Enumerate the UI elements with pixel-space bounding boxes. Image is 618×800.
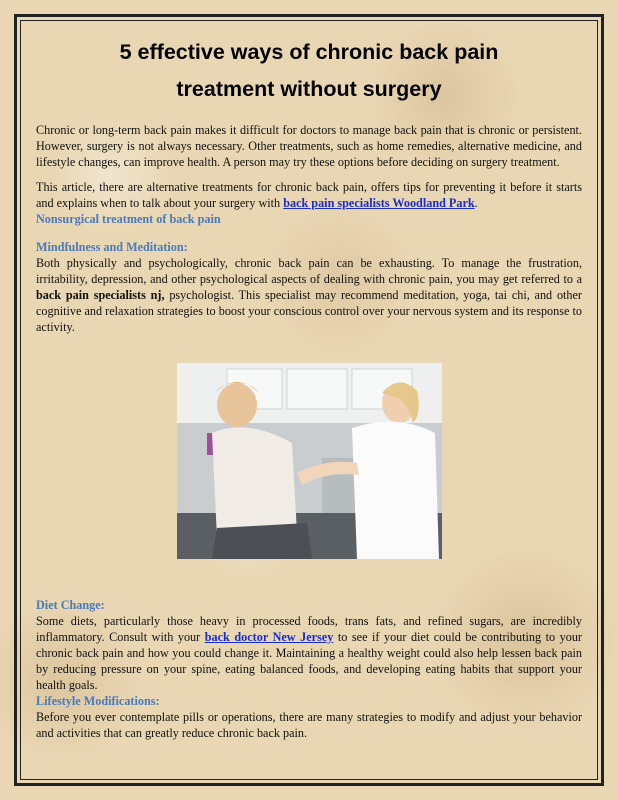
back-doctor-nj-link[interactable]: back doctor New Jersey xyxy=(204,630,334,644)
lifestyle-heading: Lifestyle Modifications: xyxy=(36,694,160,708)
page-title xyxy=(36,34,582,108)
diet-text-before: Some diets, particularly those heavy in processed foods, trans fats, and refined sugars, are incredibly inflammatory. Consult with your xyxy=(36,614,582,644)
lifestyle-paragraph: Before you ever contemplate pills or operations, there are many strategies to modify and adjust your behavior and activities that can greatly reduce chronic back pain. xyxy=(36,710,582,740)
doctor-patient-photo xyxy=(177,363,442,559)
specialists-nj-bold: back pain specialists nj, xyxy=(36,288,165,302)
title-line-2: treatment without surgery xyxy=(176,77,442,101)
mindfulness-paragraph xyxy=(36,255,582,335)
diet-text-after: to see if your diet could be contributing to your chronic back pain and how you could change it. Maintaining a healthy weight could also help lessen back pain by reducing pressure on your spine, eating balanced foods, and developing eating habits that support your health goals. xyxy=(36,630,582,692)
woodland-park-link[interactable]: back pain specialists Woodland Park xyxy=(283,196,475,210)
photo-illustration xyxy=(177,363,442,559)
mindfulness-heading: Mindfulness and Meditation: xyxy=(36,240,188,254)
article-text-before: This article, there are alternative treatments for chronic back pain, offers tips for preventing it before it starts and explains when to talk about your surgery with xyxy=(36,180,582,210)
title-line-1: 5 effective ways of chronic back pain xyxy=(119,40,499,64)
document-body xyxy=(36,30,582,741)
diet-heading: Diet Change: xyxy=(36,598,105,612)
article-text-after: . xyxy=(474,196,478,210)
article-paragraph xyxy=(36,179,582,211)
section-heading: Nonsurgical treatment of back pain xyxy=(36,212,221,226)
diet-paragraph xyxy=(36,613,582,693)
mindfulness-text-after: psychologist. This specialist may recommend meditation, yoga, tai chi, and other cognitive and relaxation strategies to boost your conscious control over your nervous system and its response to activity. xyxy=(36,288,582,334)
intro-paragraph: Chronic or long-term back pain makes it difficult for doctors to manage back pain that is chronic or persistent. However, surgery is not always necessary. Other treatments, such as home remedies, alternative medicine, and lifestyle changes, can improve health. A person may try these options before deciding on surgery treatment. xyxy=(36,123,582,169)
mindfulness-text-before: Both physically and psychologically, chronic back pain can be exhausting. To manage the frustration, irritability, depression, and other psychological aspects of dealing with chronic pain, you may get referred to a xyxy=(36,256,582,286)
